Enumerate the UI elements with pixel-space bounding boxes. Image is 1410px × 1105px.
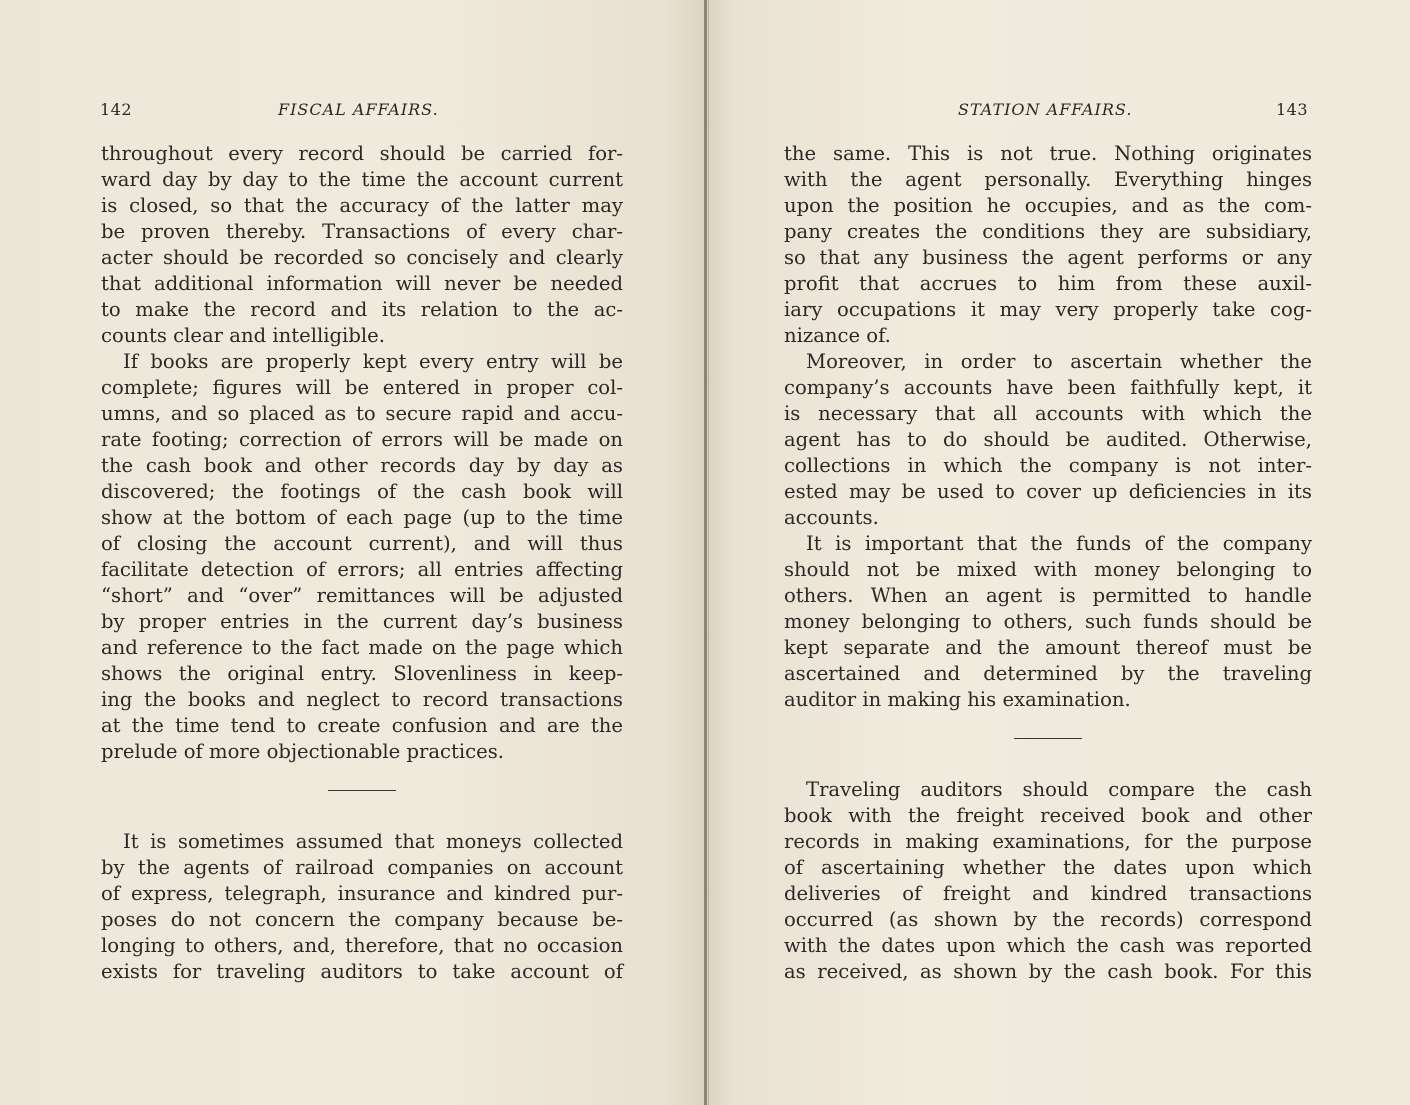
- text-line: occurred (as shown by the records) correspond: [784, 908, 1312, 931]
- text-line: is closed, so that the accuracy of the latter may: [101, 194, 623, 217]
- text-line: ing the books and neglect to record transactions: [101, 688, 623, 711]
- section-divider-right: [1014, 738, 1082, 739]
- text-line: acter should be recorded so concisely and clearly: [101, 246, 623, 269]
- text-line: profit that accrues to him from these auxil-: [784, 272, 1312, 295]
- left-paragraph-1: [101, 141, 623, 349]
- text-line: facilitate detection of errors; all entries affecting: [101, 558, 623, 581]
- text-line: It is sometimes assumed that moneys collected: [123, 830, 623, 853]
- text-line: complete; figures will be entered in proper col-: [101, 376, 623, 399]
- running-title-right: STATION AFFAIRS.: [958, 100, 1133, 119]
- right-paragraph-4: [784, 777, 1312, 985]
- text-line: accounts.: [784, 506, 879, 529]
- running-head-left: [100, 100, 625, 124]
- text-line: kept separate and the amount thereof must be: [784, 636, 1312, 659]
- text-line: show at the bottom of each page (up to the time: [101, 506, 623, 529]
- left-page-body: [101, 141, 623, 985]
- right-page-body: [784, 141, 1312, 985]
- right-paragraph-1: [784, 141, 1312, 349]
- text-line: book with the freight received book and other: [784, 804, 1312, 827]
- text-line: by proper entries in the current day’s business: [101, 610, 623, 633]
- page-number-right: 143: [1275, 100, 1308, 119]
- text-line: agent has to do should be audited. Otherwise,: [784, 428, 1312, 451]
- text-line: is necessary that all accounts with which the: [784, 402, 1312, 425]
- text-line: that additional information will never be needed: [101, 272, 623, 295]
- text-line: of express, telegraph, insurance and kindred pur-: [101, 882, 623, 905]
- page-number-left: 142: [100, 100, 133, 119]
- text-line: iary occupations it may very properly take cog-: [784, 298, 1312, 321]
- text-line: exists for traveling auditors to take account of: [101, 960, 623, 983]
- text-line: records in making examinations, for the purpose: [784, 830, 1312, 853]
- text-line: deliveries of freight and kindred transactions: [784, 882, 1312, 905]
- text-line: as received, as shown by the cash book. For this: [784, 960, 1312, 983]
- text-line: shows the original entry. Slovenliness in keep-: [101, 662, 623, 685]
- text-line: of ascertaining whether the dates upon which: [784, 856, 1312, 879]
- text-line: ascertained and determined by the traveling: [784, 662, 1312, 685]
- text-line: and reference to the fact made on the page which: [101, 636, 623, 659]
- right-paragraph-2: [784, 349, 1312, 531]
- text-line: should not be mixed with money belonging to: [784, 558, 1312, 581]
- text-line: the same. This is not true. Nothing originates: [784, 142, 1312, 165]
- book-gutter: [704, 0, 707, 1105]
- text-line: collections in which the company is not inter-: [784, 454, 1312, 477]
- text-line: pany creates the conditions they are subsidiary,: [784, 220, 1312, 243]
- text-line: be proven thereby. Transactions of every char-: [101, 220, 623, 243]
- text-line: upon the position he occupies, and as the com-: [784, 194, 1312, 217]
- text-line: at the time tend to create confusion and are the: [101, 714, 623, 737]
- book-gutter-shadow: [708, 0, 709, 1105]
- text-line: money belonging to others, such funds should be: [784, 610, 1312, 633]
- text-line: others. When an agent is permitted to handle: [784, 584, 1312, 607]
- right-page: [705, 0, 1410, 1105]
- left-paragraph-2: [101, 349, 623, 765]
- text-line: ested may be used to cover up deficiencies in its: [784, 480, 1312, 503]
- text-line: “short” and “over” remittances will be adjusted: [101, 584, 623, 607]
- text-line: discovered; the footings of the cash book will: [101, 480, 623, 503]
- section-divider-left: [328, 790, 396, 791]
- text-line: rate footing; correction of errors will be made on: [101, 428, 623, 451]
- text-line: to make the record and its relation to the ac-: [101, 298, 623, 321]
- text-line: auditor in making his examination.: [784, 688, 1131, 711]
- text-line: so that any business the agent performs or any: [784, 246, 1312, 269]
- text-line: Moreover, in order to ascertain whether the: [806, 350, 1312, 373]
- text-line: by the agents of railroad companies on account: [101, 856, 623, 879]
- running-title-left: FISCAL AFFAIRS.: [278, 100, 439, 119]
- text-line: Traveling auditors should compare the cash: [806, 778, 1312, 801]
- text-line: with the agent personally. Everything hinges: [784, 168, 1312, 191]
- text-line: the cash book and other records day by day as: [101, 454, 623, 477]
- running-head-right: [783, 100, 1308, 124]
- text-line: It is important that the funds of the company: [806, 532, 1312, 555]
- text-line: nizance of.: [784, 324, 891, 347]
- text-line: longing to others, and, therefore, that no occasion: [101, 934, 623, 957]
- text-line: company’s accounts have been faithfully kept, it: [784, 376, 1312, 399]
- text-line: throughout every record should be carried for-: [101, 142, 623, 165]
- text-line: counts clear and intelligible.: [101, 324, 385, 347]
- text-line: of closing the account current), and will thus: [101, 532, 623, 555]
- right-paragraph-3: [784, 531, 1312, 713]
- text-line: with the dates upon which the cash was reported: [784, 934, 1312, 957]
- text-line: poses do not concern the company because be-: [101, 908, 623, 931]
- text-line: If books are properly kept every entry will be: [123, 350, 623, 373]
- text-line: ward day by day to the time the account current: [101, 168, 623, 191]
- text-line: umns, and so placed as to secure rapid and accu-: [101, 402, 623, 425]
- left-paragraph-3: [101, 829, 623, 985]
- text-line: prelude of more objectionable practices.: [101, 740, 505, 763]
